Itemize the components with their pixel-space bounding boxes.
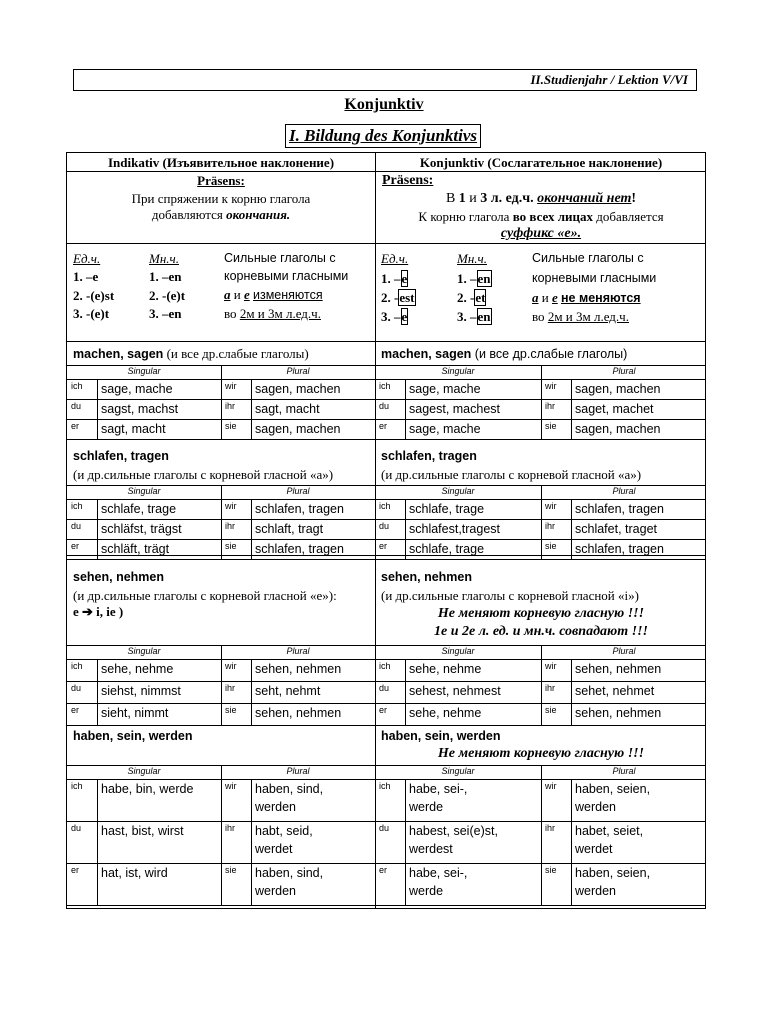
verb-form: werdet	[255, 842, 293, 856]
column-line	[541, 485, 542, 559]
pronoun: du	[71, 823, 82, 833]
column-line	[541, 645, 542, 725]
verb-form: werden	[255, 800, 296, 814]
verb-form: haben, seien,	[575, 866, 651, 880]
verb-form: habt, seid,	[255, 824, 313, 838]
verb-form: sage, mache	[409, 422, 481, 436]
singular-header: Singular	[127, 766, 161, 776]
verb-form: hast, bist, wirst	[101, 824, 184, 838]
verb-form: sehen, nehmen	[575, 662, 662, 676]
ending: 1. –e	[73, 269, 99, 284]
group-note: (и др.сильные глаголы с корневой гласной «i»)	[381, 588, 639, 603]
group-title: machen, sagen (и все др.слабые глаголы)	[73, 346, 309, 361]
verb-form: haben, sind,	[255, 866, 324, 880]
verb-form: sehe, nehme	[409, 706, 482, 720]
column-line	[221, 365, 222, 439]
group-note: (и др.сильные глаголы с корневой гласной «а»)	[381, 467, 642, 482]
verb-form: sagen, machen	[575, 382, 661, 396]
pronoun: ich	[379, 781, 391, 791]
pronoun: wir	[225, 781, 237, 791]
rule	[67, 171, 705, 172]
plural-header: Plural	[612, 486, 636, 496]
pronoun: du	[71, 683, 82, 693]
singular-abbrev: Ед.ч.	[381, 251, 409, 266]
column-line	[251, 779, 252, 905]
pronoun: wir	[545, 781, 557, 791]
group-title: machen, sagen (и все др.слабые глаголы)	[381, 347, 628, 361]
rule	[67, 243, 705, 244]
rule	[67, 905, 705, 906]
pronoun: er	[71, 541, 80, 551]
verb-form: werde	[409, 800, 444, 814]
pronoun: sie	[225, 865, 237, 875]
singular-header: Singular	[441, 486, 475, 496]
column-divider	[375, 153, 376, 908]
column-line	[405, 659, 406, 725]
column-line	[571, 499, 572, 559]
column-line	[221, 485, 222, 559]
singular-header: Singular	[127, 486, 161, 496]
ending: 3. –e	[381, 309, 408, 324]
ending: 1. –en	[457, 271, 491, 286]
verb-form: schlafe, trage	[101, 502, 177, 516]
verb-form: schlafen, tragen	[575, 502, 664, 516]
rule	[67, 341, 705, 342]
pronoun: er	[71, 421, 80, 431]
column-line	[251, 659, 252, 725]
pronoun: ihr	[545, 521, 556, 531]
pronoun: du	[379, 521, 390, 531]
pronoun: du	[379, 401, 390, 411]
plural-abbrev: Мн.ч.	[457, 251, 487, 266]
plural-abbrev: Мн.ч.	[149, 251, 179, 266]
verb-form: schläfst, trägst	[101, 522, 182, 536]
pronoun: ihr	[225, 823, 236, 833]
column-line	[571, 779, 572, 905]
verb-form: sagst, machst	[101, 402, 179, 416]
rule-line: К корню глагола во всех лицах добавляется	[418, 209, 664, 224]
verb-form: sagen, machen	[255, 382, 341, 396]
praesens-label-right: Präsens:	[382, 173, 434, 188]
pronoun: ich	[379, 501, 391, 511]
rule	[67, 379, 705, 380]
intro-line: добавляются окончания.	[151, 207, 291, 222]
verb-form: sage, mache	[409, 382, 481, 396]
verb-form: sagt, macht	[101, 422, 166, 436]
verb-form: sagest, machest	[409, 402, 501, 416]
rule	[67, 519, 705, 520]
verb-form: seht, nehmt	[255, 684, 321, 698]
pronoun: ihr	[225, 683, 236, 693]
verb-form: schlafen, tragen	[255, 542, 344, 556]
singular-header: Singular	[127, 366, 161, 376]
verb-form: sagt, macht	[255, 402, 320, 416]
note: во 2м и 3м л.ед.ч.	[224, 306, 321, 321]
pronoun: ich	[71, 781, 83, 791]
verb-form: sage, mache	[101, 382, 173, 396]
note: Сильные глаголы с	[532, 251, 644, 265]
column-line	[571, 379, 572, 439]
suffix-rule: суффикс «е».	[500, 226, 582, 241]
pronoun: ich	[71, 381, 83, 391]
pronoun: sie	[225, 421, 237, 431]
column-line	[541, 765, 542, 905]
note: Сильные глаголы с	[224, 251, 336, 265]
verb-form: schlafen, tragen	[255, 502, 344, 516]
pronoun: ihr	[225, 401, 236, 411]
rule	[67, 419, 705, 420]
verb-form: sehe, nehme	[101, 662, 174, 676]
pronoun: ihr	[545, 683, 556, 693]
ending: 2. -(e)t	[149, 288, 186, 303]
group-title: schlafen, tragen	[73, 449, 169, 463]
group-title: haben, sein, werden	[73, 729, 193, 743]
plural-header: Plural	[286, 646, 310, 656]
column-line	[405, 779, 406, 905]
rule	[67, 779, 705, 780]
note: во 2м и 3м л.ед.ч.	[532, 309, 629, 324]
column-line	[251, 379, 252, 439]
rule	[67, 499, 705, 500]
column-line	[251, 499, 252, 559]
note: a и e не меняются	[532, 290, 641, 305]
indikativ-heading: Indikativ (Изъявительное наклонение)	[107, 155, 335, 170]
verb-form: habe, sei-,	[409, 866, 468, 880]
pronoun: wir	[225, 661, 237, 671]
note: a и e изменяются	[224, 287, 323, 302]
column-line	[97, 659, 98, 725]
column-line	[405, 499, 406, 559]
verb-form: werden	[575, 800, 616, 814]
section-title: I. Bildung des Konjunktivs	[285, 124, 481, 148]
pronoun: ihr	[225, 521, 236, 531]
plural-header: Plural	[612, 766, 636, 776]
verb-form: hat, ist, wird	[101, 866, 168, 880]
singular-header: Singular	[441, 766, 475, 776]
group-note: e ➔ i, ie )	[73, 604, 124, 619]
verb-form: werden	[255, 884, 296, 898]
pronoun: du	[71, 521, 82, 531]
verb-form: siehst, nimmst	[101, 684, 181, 698]
page-title: Konjunktiv	[344, 96, 424, 113]
plural-header: Plural	[286, 366, 310, 376]
verb-form: schlafet, traget	[575, 522, 657, 536]
pronoun: ich	[71, 661, 83, 671]
rule	[67, 681, 705, 682]
plural-header: Plural	[286, 486, 310, 496]
ending: 2. -est	[381, 290, 415, 305]
pronoun: wir	[225, 501, 237, 511]
rule	[67, 539, 705, 540]
verb-form: schlafest,tragest	[409, 522, 501, 536]
rule	[67, 439, 705, 440]
pronoun: du	[379, 823, 390, 833]
verb-form: sehen, nehmen	[575, 706, 662, 720]
rule	[67, 821, 705, 822]
ending: 2. -(e)st	[73, 288, 115, 303]
column-line	[405, 379, 406, 439]
note: корневыми гласными	[224, 269, 349, 283]
group-note: (и др.сильные глаголы с корневой гласной «е»):	[73, 588, 337, 603]
verb-form: sehen, nehmen	[255, 662, 342, 676]
pronoun: ich	[71, 501, 83, 511]
note: корневыми гласными	[532, 271, 657, 285]
column-line	[541, 365, 542, 439]
ending: 3. -(e)t	[73, 306, 110, 321]
pronoun: du	[71, 401, 82, 411]
conjugation-table	[66, 152, 706, 909]
pronoun: sie	[225, 541, 237, 551]
pronoun: ich	[379, 381, 391, 391]
verb-form: habe, sei-,	[409, 782, 468, 796]
singular-header: Singular	[127, 646, 161, 656]
ending: 3. –en	[149, 306, 182, 321]
rule	[67, 399, 705, 400]
verb-form: sehen, nehmen	[255, 706, 342, 720]
verb-form: werdest	[409, 842, 453, 856]
column-line	[97, 379, 98, 439]
pronoun: sie	[225, 705, 237, 715]
plural-header: Plural	[612, 366, 636, 376]
column-line	[221, 765, 222, 905]
pronoun: du	[379, 683, 390, 693]
pronoun: er	[379, 705, 388, 715]
singular-header: Singular	[441, 646, 475, 656]
verb-form: sehe, nehme	[409, 662, 482, 676]
group-title: sehen, nehmen	[73, 570, 164, 584]
ending: 1. –en	[149, 269, 182, 284]
column-line	[97, 779, 98, 905]
verb-form: werdet	[575, 842, 613, 856]
verb-form: werde	[409, 884, 444, 898]
pronoun: er	[71, 705, 80, 715]
pronoun: sie	[545, 705, 557, 715]
plural-header: Plural	[612, 646, 636, 656]
pronoun: ihr	[545, 823, 556, 833]
verb-form: schlafen, tragen	[575, 542, 664, 556]
pronoun: sie	[545, 865, 557, 875]
column-line	[97, 499, 98, 559]
verb-form: sehet, nehmet	[575, 684, 655, 698]
intro-line: При спряжении к корню глагола	[131, 191, 311, 206]
pronoun: wir	[545, 501, 557, 511]
group-title: sehen, nehmen	[381, 570, 472, 584]
verb-form: habest, sei(e)st,	[409, 824, 498, 838]
rule	[67, 559, 705, 560]
ending: 3. –en	[457, 309, 491, 324]
verb-form: haben, seien,	[575, 782, 651, 796]
group-title: schlafen, tragen	[381, 449, 477, 463]
rule	[67, 725, 705, 726]
pronoun: er	[71, 865, 80, 875]
verb-form: schläft, trägt	[101, 542, 170, 556]
lesson-header: II.Studienjahr / Lektion V/VI	[73, 69, 697, 91]
ending: 2. -et	[457, 290, 486, 305]
plural-header: Plural	[286, 766, 310, 776]
singular-header: Singular	[441, 366, 475, 376]
pronoun: sie	[545, 541, 557, 551]
verb-form: sagen, machen	[575, 422, 661, 436]
pronoun: ihr	[545, 401, 556, 411]
singular-abbrev: Ед.ч.	[73, 251, 101, 266]
group-note: 1е и 2е л. ед. и мн.ч. совпадают !!!	[433, 624, 648, 639]
verb-form: sieht, nimmt	[101, 706, 169, 720]
verb-form: saget, machet	[575, 402, 654, 416]
pronoun: wir	[225, 381, 237, 391]
pronoun: wir	[545, 381, 557, 391]
column-line	[221, 645, 222, 725]
rule	[67, 659, 705, 660]
verb-form: schlaft, tragt	[255, 522, 324, 536]
group-note: Не меняют корневую гласную !!!	[437, 746, 645, 761]
verb-form: habe, bin, werde	[101, 782, 194, 796]
verb-form: sehest, nehmest	[409, 684, 501, 698]
verb-form: habet, seiet,	[575, 824, 644, 838]
group-note: Не меняют корневую гласную !!!	[437, 606, 645, 621]
pronoun: ich	[379, 661, 391, 671]
column-line	[571, 659, 572, 725]
verb-form: schlafe, trage	[409, 502, 485, 516]
praesens-label-left: Präsens:	[197, 173, 245, 188]
group-note: (и др.сильные глаголы с корневой гласной «а»)	[73, 467, 334, 482]
verb-form: haben, sind,	[255, 782, 324, 796]
pronoun: er	[379, 865, 388, 875]
ending: 1. –e	[381, 271, 408, 286]
rule	[67, 863, 705, 864]
verb-form: schlafe, trage	[409, 542, 485, 556]
pronoun: sie	[545, 421, 557, 431]
group-title: haben, sein, werden	[381, 729, 501, 743]
pronoun: er	[379, 541, 388, 551]
verb-form: werden	[575, 884, 616, 898]
rule	[67, 703, 705, 704]
pronoun: er	[379, 421, 388, 431]
rule-line: В 1 и 3 л. ед.ч. окончаний нет!	[445, 191, 637, 206]
verb-form: sagen, machen	[255, 422, 341, 436]
pronoun: wir	[545, 661, 557, 671]
konjunktiv-heading: Konjunktiv (Сослагательное наклонение)	[419, 155, 663, 170]
